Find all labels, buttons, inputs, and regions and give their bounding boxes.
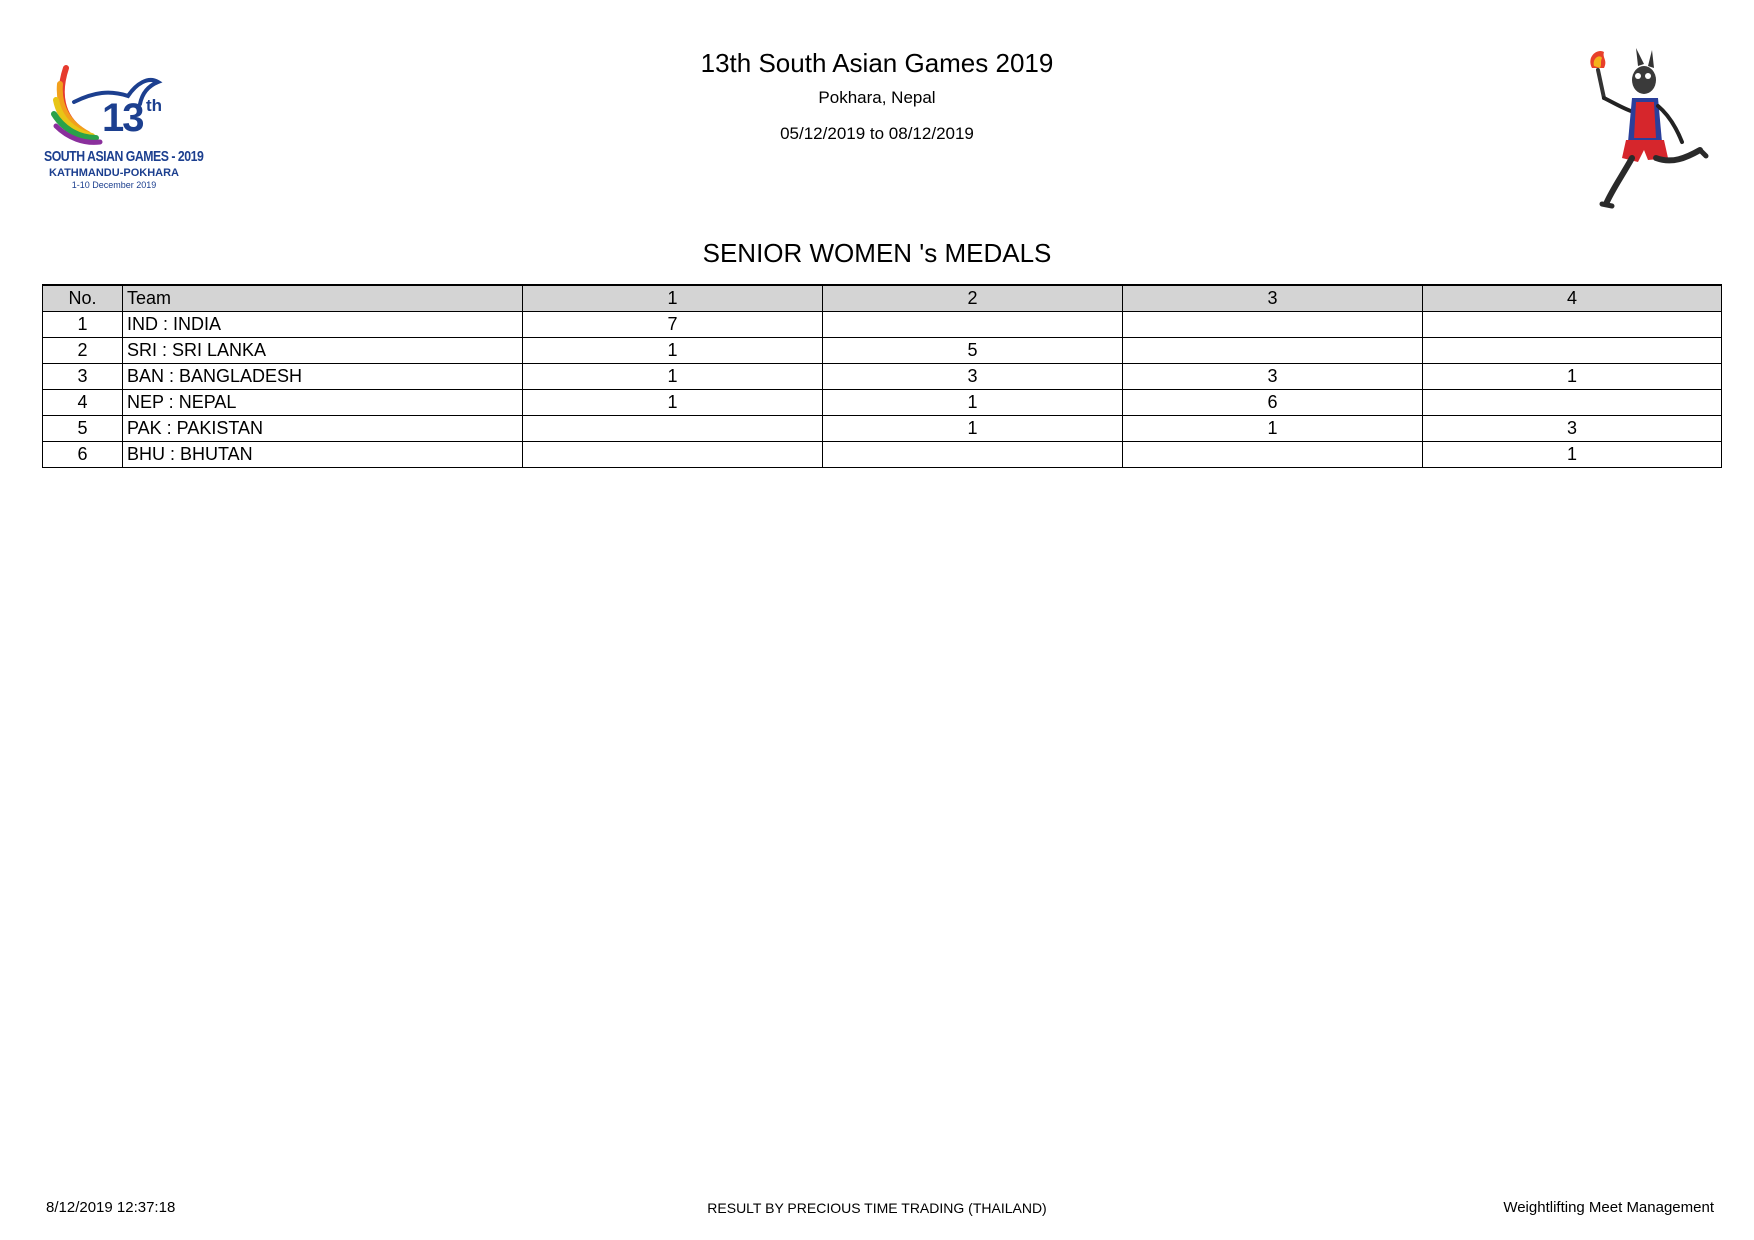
column-header-1: 1 <box>523 285 823 312</box>
logo-ordinal: 13 <box>102 96 143 140</box>
cell-4 <box>1423 312 1722 338</box>
table-row <box>43 364 1722 390</box>
column-header-no: No. <box>43 285 123 312</box>
logo-dates: 1-10 December 2019 <box>71 180 157 190</box>
cell-1 <box>523 416 823 442</box>
cell-team: BHU : BHUTAN <box>123 442 523 468</box>
logo-city: KATHMANDU-POKHARA <box>49 167 179 179</box>
cell-4 <box>1423 390 1722 416</box>
column-header-4: 4 <box>1423 285 1722 312</box>
cell-1: 1 <box>523 338 823 364</box>
cell-team: SRI : SRI LANKA <box>123 338 523 364</box>
table-row <box>43 312 1722 338</box>
cell-team: BAN : BANGLADESH <box>123 364 523 390</box>
table-row <box>43 442 1722 468</box>
cell-team: NEP : NEPAL <box>123 390 523 416</box>
cell-2: 5 <box>823 338 1123 364</box>
cell-3 <box>1123 338 1423 364</box>
cell-no: 6 <box>43 442 123 468</box>
event-dates: 05/12/2019 to 08/12/2019 <box>780 124 974 143</box>
cell-no: 1 <box>43 312 123 338</box>
cell-4 <box>1423 338 1722 364</box>
cell-4: 3 <box>1423 416 1722 442</box>
cell-1 <box>523 442 823 468</box>
medals-table <box>42 284 1722 468</box>
cell-3: 1 <box>1123 416 1423 442</box>
table-header-row <box>43 285 1722 312</box>
print-timestamp: 8/12/2019 12:37:18 <box>46 1199 176 1216</box>
cell-1: 7 <box>523 312 823 338</box>
games-logo <box>44 62 204 194</box>
software-name: Weightlifting Meet Management <box>1503 1199 1714 1216</box>
logo-title: SOUTH ASIAN GAMES - 2019 <box>44 148 204 165</box>
table-row <box>43 390 1722 416</box>
cell-3: 3 <box>1123 364 1423 390</box>
cell-1: 1 <box>523 390 823 416</box>
cell-2: 1 <box>823 416 1123 442</box>
cell-2 <box>823 312 1123 338</box>
table-row <box>43 416 1722 442</box>
cell-no: 2 <box>43 338 123 364</box>
page-title: 13th South Asian Games 2019 <box>700 48 1054 78</box>
document-header <box>377 46 1377 145</box>
results-credit: RESULT BY PRECIOUS TIME TRADING (THAILAND) <box>707 1200 1047 1216</box>
cell-2: 1 <box>823 390 1123 416</box>
cell-4: 1 <box>1423 442 1722 468</box>
column-header-team: Team <box>123 285 523 312</box>
event-location: Pokhara, Nepal <box>818 88 936 107</box>
cell-no: 4 <box>43 390 123 416</box>
section-title: SENIOR WOMEN 's MEDALS <box>702 238 1052 268</box>
cell-team: PAK : PAKISTAN <box>123 416 523 442</box>
torch-mascot-icon <box>1582 46 1712 210</box>
cell-3 <box>1123 312 1423 338</box>
cell-3: 6 <box>1123 390 1423 416</box>
column-header-3: 3 <box>1123 285 1423 312</box>
cell-4: 1 <box>1423 364 1722 390</box>
mascot-image <box>1582 46 1712 210</box>
column-header-2: 2 <box>823 285 1123 312</box>
cell-2: 3 <box>823 364 1123 390</box>
logo-ordinal-suffix: th <box>146 96 163 115</box>
table-row <box>43 338 1722 364</box>
cell-3 <box>1123 442 1423 468</box>
cell-1: 1 <box>523 364 823 390</box>
cell-no: 3 <box>43 364 123 390</box>
cell-no: 5 <box>43 416 123 442</box>
cell-2 <box>823 442 1123 468</box>
cell-team: IND : INDIA <box>123 312 523 338</box>
